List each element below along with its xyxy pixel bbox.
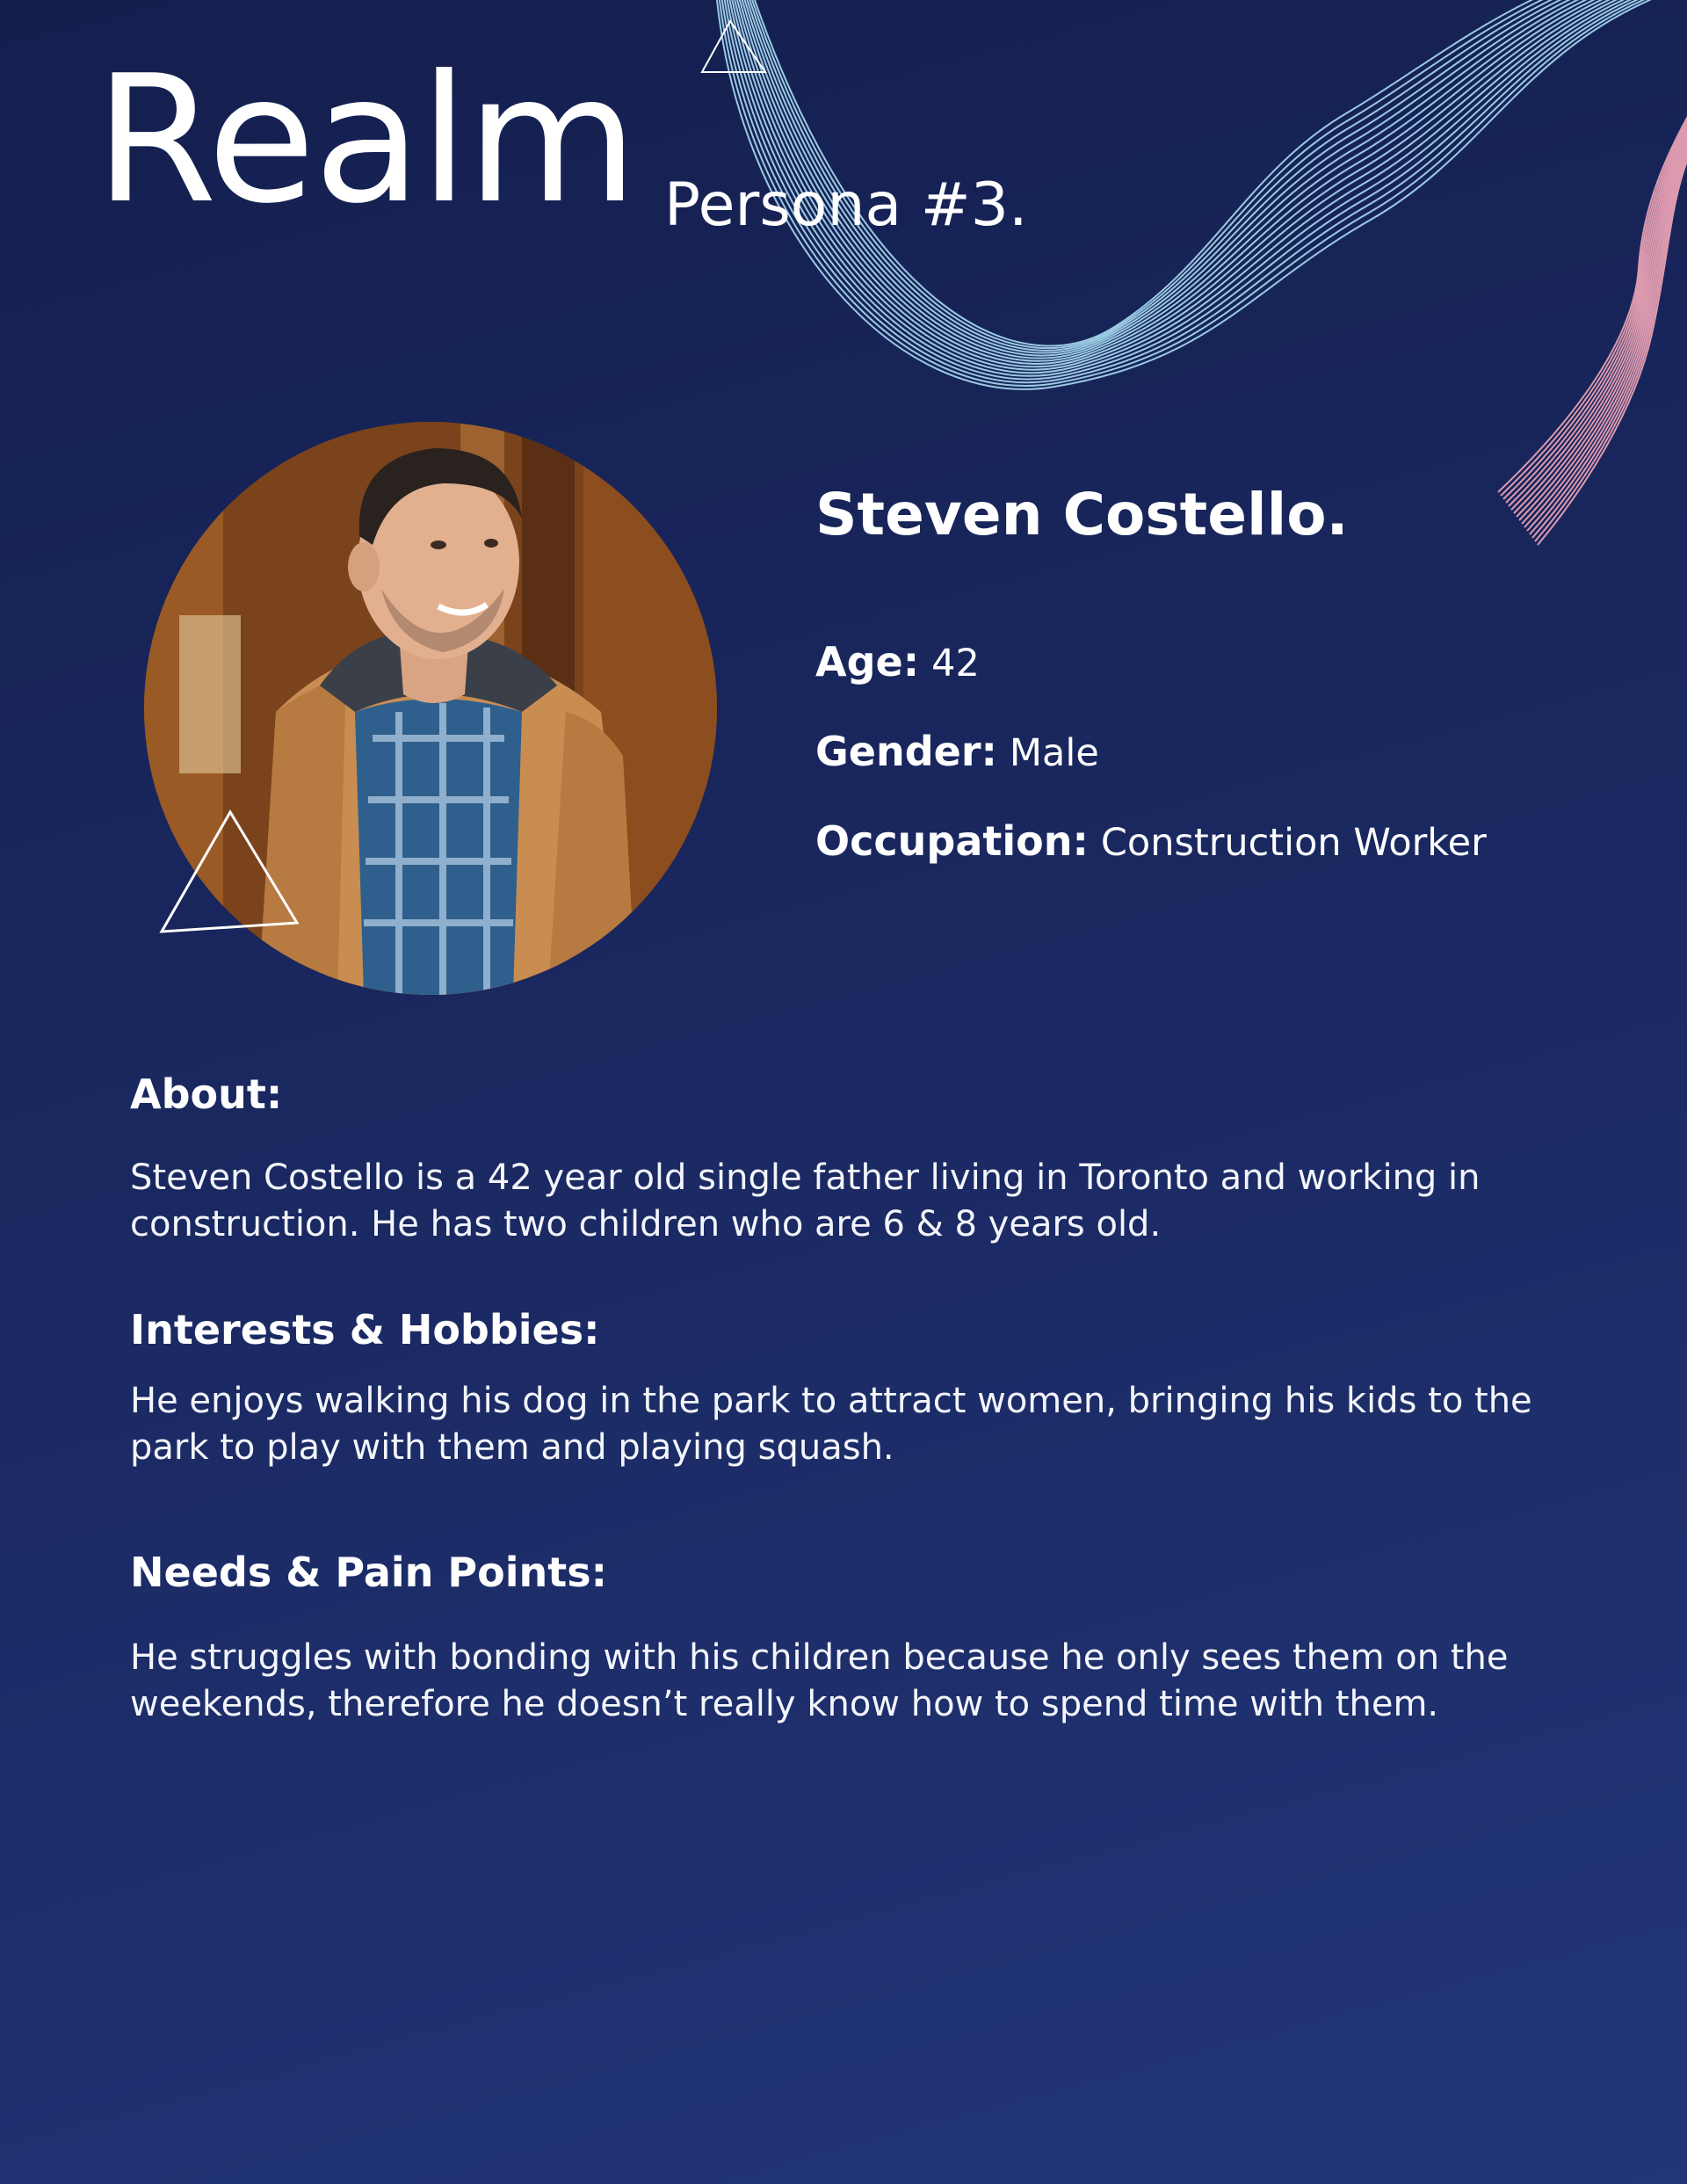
age-row [815,638,1487,686]
needs-text: He struggles with bonding with his children because he only sees them on the weekends, therefore he doesn’t really know how to spend time with them. [130,1637,1509,1724]
age-label: Age: [815,638,920,686]
occupation-row [815,817,1487,865]
interests-section [130,1306,1571,1471]
gender-row [815,728,1487,775]
triangle-outline-icon [156,807,306,939]
needs-heading: Needs & Pain Points: [130,1549,607,1596]
gender-label: Gender: [815,728,997,775]
occupation-value: Construction Worker [1100,821,1487,865]
needs-section [130,1549,1571,1728]
triangle-outline-icon [699,18,769,79]
brand-logo: Realm [95,38,636,243]
about-text: Steven Costello is a 42 year old single father living in Toronto and working in construction. He has two children who are 6 & 8 years old. [130,1157,1481,1244]
gender-value: Male [1009,731,1099,775]
persona-name: Steven Costello. [815,481,1349,548]
about-heading: About: [130,1070,283,1118]
about-section [130,1070,1571,1248]
persona-number: Persona #3. [664,171,1028,240]
age-value: 42 [931,642,980,686]
occupation-label: Occupation: [815,817,1089,865]
persona-facts [815,638,1487,911]
interests-heading: Interests & Hobbies: [130,1306,600,1353]
interests-text: He enjoys walking his dog in the park to attract women, bringing his kids to the park to play with them and playing squash. [130,1381,1532,1468]
